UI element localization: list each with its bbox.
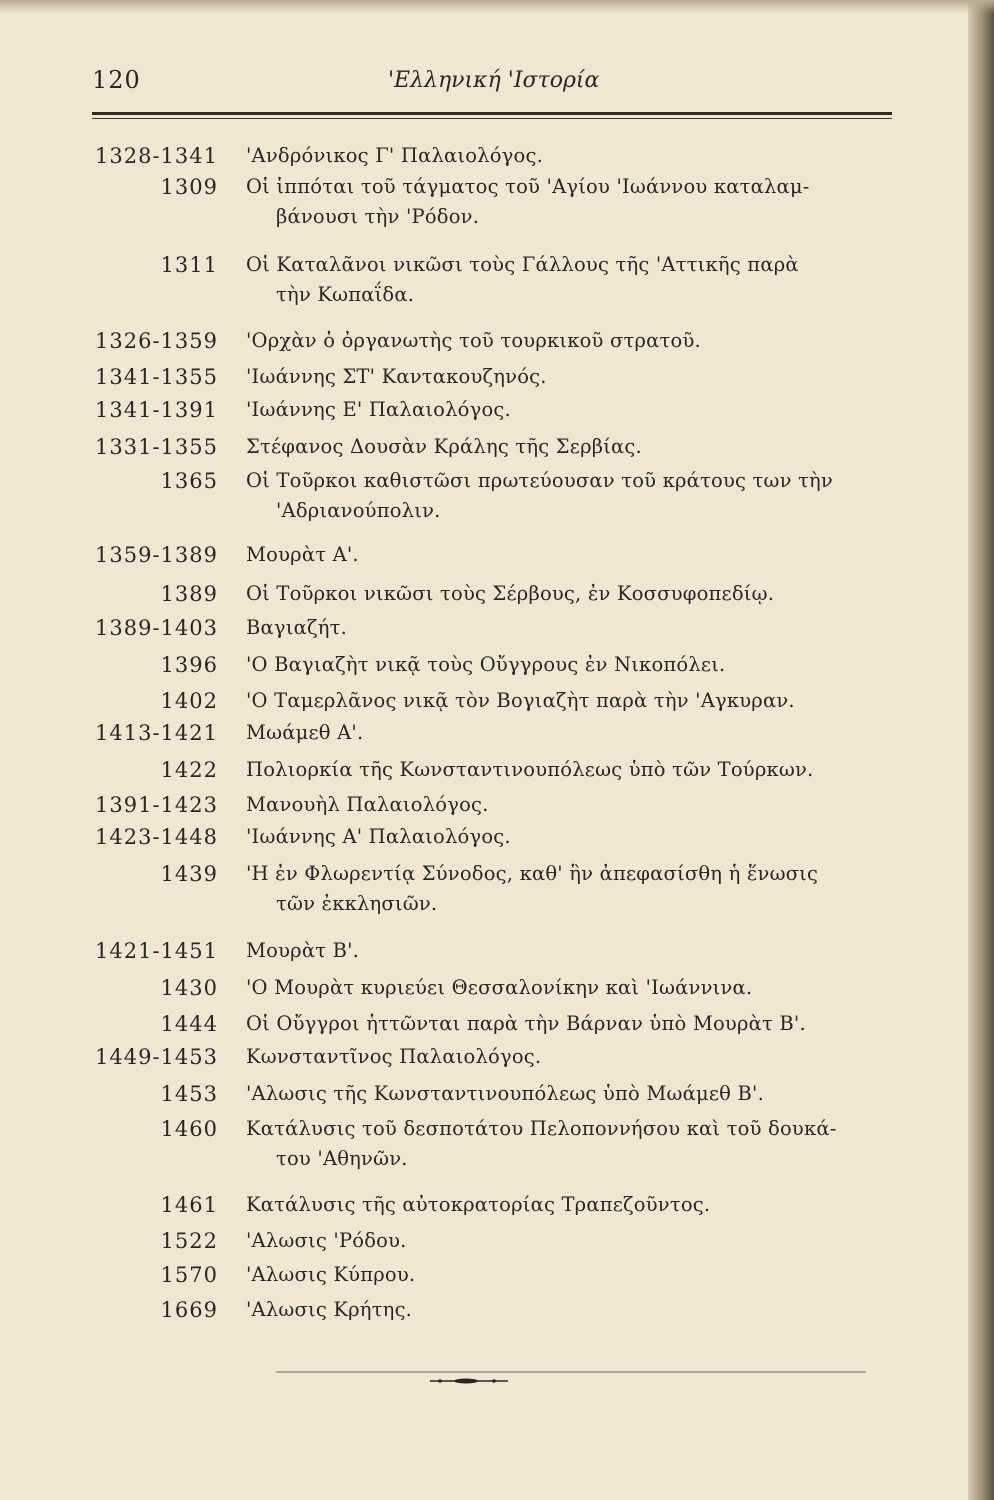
running-title: 'Ελληνική 'Ιστορία xyxy=(388,68,600,93)
entry-year: 1449-1453 xyxy=(95,1045,218,1069)
entry-event-line: Πολιορκία τῆς Κωνσταντινουπόλεως ὑπὸ τῶν Τούρκων. xyxy=(246,758,814,781)
entry-event-line: Οἱ Τοῦρκοι καθιστῶσι πρωτεύουσαν τοῦ κράτους των τὴν xyxy=(246,469,833,492)
entry-event-line: 'Η ἐν Φλωρεντίᾳ Σύνοδος, καθ' ἣν ἀπεφασίσθη ἡ ἕνωσις xyxy=(246,862,819,885)
entry-year: 1461 xyxy=(160,1193,218,1217)
entry-event-line: Στέφανος Δουσὰν Κράλης τῆς Σερβίας. xyxy=(246,435,642,458)
entry-year: 1311 xyxy=(160,253,218,277)
entry-event-line: Βαγιαζήτ. xyxy=(246,616,348,639)
entry-event-line: Κωνσταντῖνος Παλαιολόγος. xyxy=(246,1045,542,1068)
entry-event-line: Οἱ ἱππόται τοῦ τάγματος τοῦ 'Αγίου 'Ιωάννου καταλαμ- xyxy=(246,175,810,198)
entry-event-line: Μουρὰτ Α'. xyxy=(246,543,359,566)
entry-event-line: τῶν ἐκκλησιῶν. xyxy=(276,892,438,915)
entry-event-line: 'Ορχὰν ὁ ὀργανωτὴς τοῦ τουρκικοῦ στρατοῦ. xyxy=(246,329,701,352)
entry-year: 1389-1403 xyxy=(95,616,218,640)
entry-year: 1396 xyxy=(160,653,218,677)
entry-year: 1522 xyxy=(160,1229,218,1253)
entry-year: 1359-1389 xyxy=(95,543,218,567)
entry-event-line: 'Ιωάννης ΣΤ' Καντακουζηνός. xyxy=(246,365,547,388)
entry-year: 1460 xyxy=(160,1117,218,1141)
entry-year: 1439 xyxy=(160,862,218,886)
entry-year: 1413-1421 xyxy=(95,721,218,745)
entry-year: 1430 xyxy=(160,976,218,1000)
entry-event-line: τὴν Κωπαΐδα. xyxy=(276,283,415,306)
entry-event-line: 'Ιωάννης Α' Παλαιολόγος. xyxy=(246,825,511,848)
entry-event-line: Οἱ Καταλᾶνοι νικῶσι τοὺς Γάλλους τῆς 'Αττικῆς παρὰ xyxy=(246,253,799,276)
entry-event-line: του 'Αθηνῶν. xyxy=(276,1147,408,1170)
entry-event-line: Μωάμεθ Α'. xyxy=(246,721,364,744)
dash-ornament-icon xyxy=(430,1379,508,1384)
entry-year: 1326-1359 xyxy=(95,329,218,353)
entry-event-line: 'Αλωσις 'Ρόδου. xyxy=(246,1229,407,1252)
entry-year: 1453 xyxy=(160,1082,218,1106)
entry-year: 1421-1451 xyxy=(95,939,218,963)
entry-event-line: Κατάλυσις τῆς αὐτοκρατορίας Τραπεζοῦντος. xyxy=(246,1193,711,1216)
entry-event-line: Κατάλυσις τοῦ δεσποτάτου Πελοποννήσου καὶ τοῦ δουκά- xyxy=(246,1117,837,1140)
entry-event-line: βάνουσι τὴν 'Ρόδον. xyxy=(276,205,480,228)
entry-year: 1331-1355 xyxy=(95,435,218,459)
entry-year: 1389 xyxy=(160,582,218,606)
entry-event-line: 'Αλωσις Κύπρου. xyxy=(246,1263,416,1286)
entry-year: 1391-1423 xyxy=(95,793,218,817)
entry-year: 1402 xyxy=(160,689,218,713)
entry-year: 1328-1341 xyxy=(95,144,218,168)
entry-year: 1365 xyxy=(160,469,218,493)
entry-event-line: 'Ανδρόνικος Γ' Παλαιολόγος. xyxy=(246,144,543,167)
entry-event-line: Μουρὰτ Β'. xyxy=(246,939,360,962)
entry-year: 1309 xyxy=(160,175,218,199)
entry-event-line: 'Αλωσις τῆς Κωνσταντινουπόλεως ὑπὸ Μωάμεθ Β'. xyxy=(246,1082,764,1105)
entry-year: 1669 xyxy=(160,1298,218,1322)
entry-event-line: Οἱ Τοῦρκοι νικῶσι τοὺς Σέρβους, ἐν Κοσσυφοπεδίῳ. xyxy=(246,582,775,605)
entry-event-line: Οἱ Οὔγγροι ἡττῶνται παρὰ τὴν Βάρναν ὑπὸ Μουρὰτ Β'. xyxy=(246,1012,806,1035)
page-number: 120 xyxy=(92,66,141,94)
entry-event-line: 'Ο Μουρὰτ κυριεύει Θεσσαλονίκην καὶ 'Ιωάννινα. xyxy=(246,976,753,999)
entry-year: 1341-1355 xyxy=(95,365,218,389)
entry-event-line: 'Ιωάννης Ε' Παλαιολόγος. xyxy=(246,398,511,421)
entry-year: 1444 xyxy=(160,1012,218,1036)
entry-event-line: 'Ο Βαγιαζὴτ νικᾷ τοὺς Οὔγγρους ἐν Νικοπόλει. xyxy=(246,653,726,676)
entry-year: 1423-1448 xyxy=(95,825,218,849)
entry-year: 1422 xyxy=(160,758,218,782)
entry-year: 1341-1391 xyxy=(95,398,218,422)
entry-event-line: 'Αλωσις Κρήτης. xyxy=(246,1298,413,1321)
entry-event-line: 'Αδριανούπολιν. xyxy=(276,499,441,522)
entry-event-line: Μανουὴλ Παλαιολόγος. xyxy=(246,793,489,816)
entry-event-line: 'Ο Ταμερλᾶνος νικᾷ τὸν Βογιαζὴτ παρὰ τὴν 'Αγκυραν. xyxy=(246,689,795,712)
entry-year: 1570 xyxy=(160,1263,218,1287)
